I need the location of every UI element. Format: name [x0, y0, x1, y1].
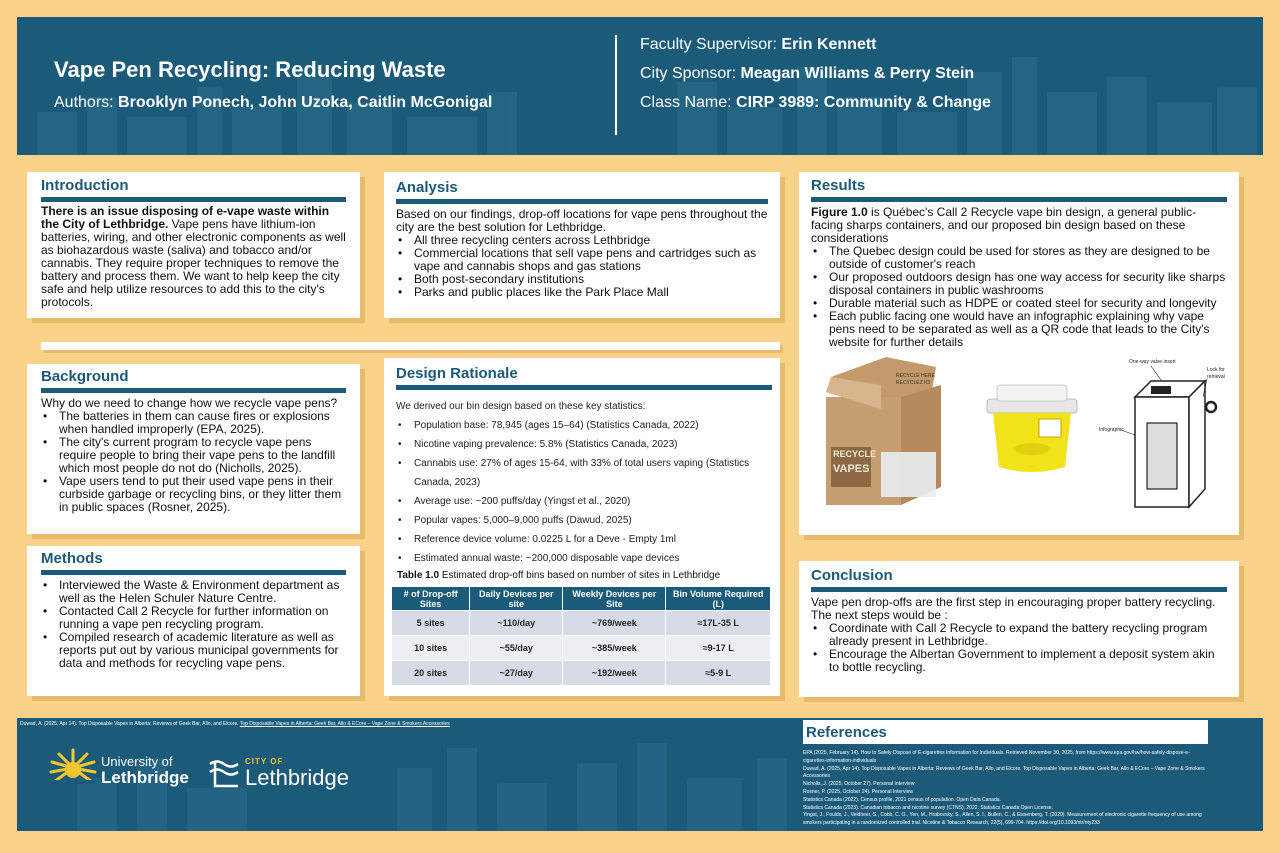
class-label: Class Name:	[640, 94, 737, 111]
city-logo-line2: Lethbridge	[245, 765, 349, 790]
valve-label: One-way valve insert	[1129, 359, 1176, 365]
table-row	[392, 636, 771, 661]
table-cell: ~769/week	[563, 611, 666, 636]
methods-list	[41, 579, 346, 670]
table-caption-text: Estimated drop-off bins based on number of sites in Lethbridge	[439, 570, 721, 581]
list-item: • The Quebec design could be used for stores as they are designed to be outside of customer's reach	[811, 245, 1227, 271]
results-panel	[799, 172, 1239, 535]
list-item: • Average use: ~200 puffs/day (Yingst et al., 2020)	[396, 492, 772, 511]
table-row	[392, 661, 771, 686]
list-item: • Compiled research of academic literature as well as reports put out by various municipal governments for data and methods for recycling vape pens.	[41, 631, 346, 670]
design-intro: We derived our bin design based on these key statistics:	[396, 401, 646, 412]
table-header: Bin Volume Required (L)	[666, 587, 771, 611]
references-list	[803, 750, 1213, 828]
sponsor-names: Meagan Williams & Perry Stein	[740, 65, 975, 82]
footnote-link[interactable]: Top Disposable Vapes in Alberta: Geek Bar, Allo & ECore – Vape Zone & Smokers Accessories	[239, 721, 450, 727]
list-item: • Popular vapes: 5,000–9,000 puffs (Dawud, 2025)	[396, 511, 772, 530]
figure-1-images	[811, 357, 1227, 517]
introduction-body: Vape pens have lithium-ion batteries, wiring, and other electronic components as well as biohazardous waste (saliva) and tobacco and/or cannabis. They require proper techniques to remove the battery and process them. We want to help keep the city safe and help utilize resources to add this to the city's protocols.	[41, 217, 346, 309]
introduction-title: Introduction	[41, 177, 129, 194]
table-cell: ≈5-9 L	[666, 661, 771, 686]
list-item: • Our proposed outdoors design has one way access for security like sharps disposal containers in public washrooms	[811, 271, 1227, 297]
infographic-label: Infographic	[1099, 427, 1124, 433]
introduction-bold: There is an issue disposing of e-vape waste within the City of Lethbridge.	[41, 204, 330, 231]
authors-names: Brooklyn Ponech, John Uzoka, Caitlin McGonigal	[118, 94, 493, 111]
list-item: • Durable material such as HDPE or coated steel for security and longevity	[811, 297, 1227, 310]
table-cell: 10 sites	[392, 636, 470, 661]
figure-label: Figure 1.0	[811, 205, 868, 219]
class-name: CIRP 3989: Community & Change	[736, 94, 991, 111]
lock-label-line1: Lock for	[1207, 367, 1225, 373]
list-item: • Encourage the Albertan Government to implement a deposit system akin to bottle recycling.	[811, 648, 1227, 674]
title-bar	[396, 385, 772, 390]
design-stats-list	[396, 416, 772, 568]
header-divider	[615, 35, 617, 135]
methods-panel	[27, 546, 360, 696]
city-logo-line1: CITY OF	[245, 757, 284, 766]
table-header-row	[392, 587, 771, 611]
list-item: • Parks and public places like the Park Place Mall	[396, 286, 768, 299]
table-header: # of Drop-off Sites	[392, 587, 470, 611]
list-item: • Vape users tend to put their used vape pens in their curbside garbage or recycling bins, or they litter them in public spaces (Rosner, 2025).	[41, 475, 346, 514]
box-label-4: VAPES	[833, 463, 870, 475]
background-list	[41, 410, 346, 514]
reference-item: Statistics Canada (2023). Canadian tobacco and nicotine survey (CTNS), 2022. Statistics Canada Open License.	[803, 804, 1053, 811]
background-panel	[27, 364, 360, 534]
class-line	[640, 94, 991, 112]
title-bar	[803, 744, 1208, 748]
table-cell: ~385/week	[563, 636, 666, 661]
title-bar	[41, 197, 346, 202]
list-item: • Cannabis use: 27% of ages 15-64, with 33% of total users vaping (Statistics Canada, 2023)	[396, 454, 772, 492]
box-label-1: RECYCLE HERE	[896, 373, 935, 379]
list-item: • The batteries in them can cause fires or explosions when handled improperly (EPA, 2025).	[41, 410, 346, 436]
uleth-logo-line2: Lethbridge	[101, 768, 189, 787]
table-cell: 20 sites	[392, 661, 470, 686]
list-item: • Both post-secondary institutions	[396, 273, 768, 286]
table-header: Daily Devices per site	[470, 587, 563, 611]
list-item: • Estimated annual waste: ~200,000 disposable vape devices	[396, 549, 772, 568]
table-cell: ~55/day	[470, 636, 563, 661]
analysis-list	[396, 234, 768, 299]
uleth-logo-line1: University of	[101, 754, 173, 769]
reference-item: Yingst, J., Foulds, J., Veldheer, S., Cobb, C. O., Yen, M., Hrabovsky, S., Allen, S. I., Bullen, C., & Eissenberg, T. (2020). Measurement of electronic cigarette frequency of use among smokers participating in a randomized controlled trial. Nicotine & Tobacco Research, 22(5), 699-704. https://doi.org/10.1093/ntr/nty233	[803, 812, 1202, 827]
table-header: Weekly Devices per Site	[563, 587, 666, 611]
conclusion-intro: Vape pen drop-offs are the first step in encouraging proper battery recycling. The next steps would be :	[811, 595, 1216, 622]
conclusion-title: Conclusion	[811, 567, 893, 584]
analysis-panel	[384, 172, 780, 318]
poster-title: Vape Pen Recycling: Reducing Waste	[54, 57, 446, 82]
sharps-container-image	[987, 385, 1077, 472]
table-caption	[397, 570, 772, 581]
box-label-3: RECYCLE	[833, 449, 877, 459]
header-banner	[17, 17, 1263, 155]
analysis-intro: Based on our findings, drop-off locations for vape pens throughout the city are the best solution for Lethbridge.	[396, 207, 768, 234]
results-title: Results	[811, 177, 866, 194]
list-item: • Coordinate with Call 2 Recycle to expand the battery recycling program already present in Lethbridge.	[811, 622, 1227, 648]
table-cell: ≈9-17 L	[666, 636, 771, 661]
list-item: • Reference device volume: 0.0225 L for a Deve - Empty 1ml	[396, 530, 772, 549]
section-divider	[41, 342, 780, 350]
title-bar	[396, 199, 768, 204]
references-title: References	[806, 724, 887, 741]
results-intro	[811, 206, 1227, 245]
city-logo-icon	[207, 756, 241, 790]
footnote-text: Duwad, A. (2025, Apr 14). Top Disposable Vapes in Alberta: Reviews of Geek Bar, Allo, and Elcore.	[20, 721, 240, 727]
introduction-panel	[27, 172, 360, 318]
list-item: • Nicotine vaping prevalence: 5.8% (Statistics Canada, 2023)	[396, 435, 772, 454]
title-bar	[811, 197, 1227, 202]
recycle-box-image	[826, 357, 941, 505]
table-cell: 5 sites	[392, 611, 470, 636]
bins-table-wrap	[391, 586, 771, 686]
conclusion-panel	[799, 561, 1239, 697]
introduction-text	[41, 205, 346, 309]
table-label: Table 1.0	[397, 570, 440, 581]
list-item: • Interviewed the Waste & Environment department as well as the Helen Schuler Nature Centre.	[41, 579, 346, 605]
sponsor-label: City Sponsor:	[640, 65, 741, 82]
background-title: Background	[41, 368, 129, 385]
title-bar	[41, 388, 346, 393]
list-item: • Population base: 78,945 (ages 15–64) (Statistics Canada, 2022)	[396, 416, 772, 435]
references-header-box	[803, 720, 1208, 748]
proposed-bin-diagram	[1099, 359, 1225, 507]
uleth-sun-logo	[47, 746, 99, 798]
supervisor-label: Faculty Supervisor:	[640, 36, 782, 53]
bins-table	[391, 586, 771, 686]
image-source-footnote	[20, 721, 450, 727]
list-item: • All three recycling centers across Lethbridge	[396, 234, 768, 247]
background-intro: Why do we need to change how we recycle vape pens?	[41, 396, 338, 410]
reference-item: Statistics Canada (2022). Census profile, 2021 census of population. Open Data Canada.	[803, 796, 1001, 803]
authors-label: Authors:	[54, 94, 119, 111]
design-title: Design Rationale	[396, 365, 518, 382]
reference-item: Duwad, A. (2025, Apr 14). Top Disposable Vapes in Alberta: Reviews of Geek Bar, Allo, and Elcore. Top Disposable Vapes in Alberta: Geek Bar, Allo & ECore – Vape Zone & Smokers Accessories	[803, 765, 1205, 780]
title-bar	[811, 587, 1227, 592]
table-cell: ≈17L-35 L	[666, 611, 771, 636]
title-bar	[41, 570, 346, 575]
supervisor-name: Erin Kennett	[781, 36, 877, 53]
list-item: • Contacted Call 2 Recycle for further information on running a vape pen recycling program.	[41, 605, 346, 631]
table-cell: ~27/day	[470, 661, 563, 686]
results-list	[811, 245, 1227, 349]
sponsor-line	[640, 65, 974, 83]
methods-title: Methods	[41, 550, 103, 567]
lock-label-line2: retrieval	[1207, 374, 1225, 380]
list-item: • Each public facing one would have an infographic explaining why vape pens need to be separated as well as a QR code that leads to the City's website for further details	[811, 310, 1227, 349]
analysis-title: Analysis	[396, 179, 458, 196]
box-label-2: RECYCLEZ ICI	[896, 380, 931, 386]
table-cell: ~110/day	[470, 611, 563, 636]
reference-item: Nicholls, J. (2025, October 27). Personal Interview	[803, 781, 915, 788]
reference-item: EPA (2025, February 14). How to Safely Dispose of E-cigarettes Information for Individuals. Retrieved November 30, 2025, from https://www.epa.gov/hw/how-safely-dispose-e-cigarettes-information-individuals	[803, 750, 1190, 764]
list-item: • The city's current program to recycle vape pens require people to bring their vape pens to the landfill which most people do not do (Nicholls, 2025).	[41, 436, 346, 475]
list-item: • Commercial locations that sell vape pens and cartridges such as vape and cannabis shops and gas stations	[396, 247, 768, 273]
results-intro-text: is Québec's Call 2 Recycle vape bin design, a general public-facing sharps containers, and our proposed bin design based on these considerations	[811, 205, 1197, 245]
reference-item: Rosner, P. (2025, October 24). Personal Interview	[803, 788, 913, 795]
conclusion-list	[811, 622, 1227, 674]
table-cell: ~192/week	[563, 661, 666, 686]
authors-line	[54, 94, 492, 112]
supervisor-line	[640, 36, 877, 54]
table-row	[392, 611, 771, 636]
design-rationale-panel	[384, 358, 780, 696]
